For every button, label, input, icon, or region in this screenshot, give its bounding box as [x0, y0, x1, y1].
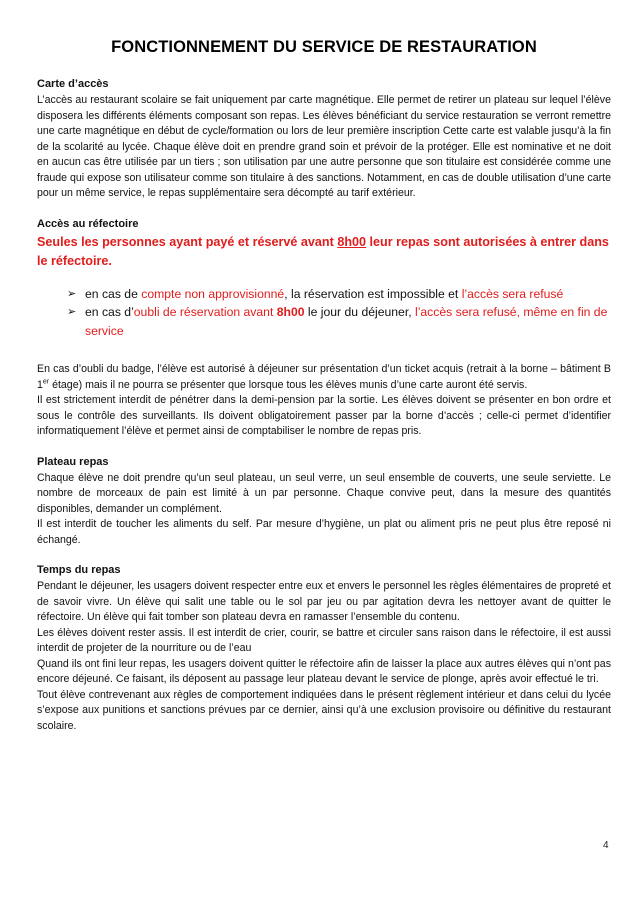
notice-text: Seules les personnes ayant payé et réservé avant	[37, 234, 338, 249]
bullet-text: , la réservation est impossible et	[284, 286, 462, 301]
arrow-bullet-icon: ➢	[67, 287, 77, 300]
section-plateau-repas	[37, 454, 611, 549]
paragraph-plateau-1: Chaque élève ne doit prendre qu’un seul plateau, un seul verre, un seul ensemble de couverts, une seule serviette. Le nombre de morceaux de pain est limité à un par personne. Chaque convive peut, dans la mesure des quantités disponibles, demander un complément.	[37, 471, 611, 515]
section-heading-temps: Temps du repas	[37, 564, 121, 576]
document-page	[37, 38, 611, 734]
bullet-highlight: l’accès sera refusé, même en fin de service	[85, 305, 608, 338]
paragraph-temps-2: Les élèves doivent rester assis. Il est interdit de crier, courir, se battre et circuler sans raison dans le réfectoire, il est aussi interdit de projeter de la nourriture ou de l’eau	[37, 626, 611, 654]
notice-time: 8h00	[337, 234, 367, 249]
bullet-highlight: l’accès sera refusé	[461, 286, 564, 301]
badge-sup: er	[42, 377, 50, 385]
badge-text: En cas d’oubli du badge, l’élève est autorisé à déjeuner sur présentation d’un ticket acquis (retrait à la borne – bâtiment B 1	[37, 363, 611, 391]
section-carte-acces	[37, 76, 611, 202]
bullet-text: en cas de	[85, 286, 142, 301]
section-heading-acces: Accès au réfectoire	[37, 217, 139, 230]
arrow-bullet-icon: ➢	[67, 306, 77, 318]
section-heading-carte: Carte d’accès	[37, 78, 109, 90]
bullet-highlight: compte non approvisionné	[141, 286, 285, 301]
bullet-text: en cas d’	[85, 305, 134, 319]
bullet-highlight: oubli de réservation avant	[133, 305, 277, 319]
paragraph-carte: L’accès au restaurant scolaire se fait uniquement par carte magnétique. Elle permet de retirer un plateau sur lequel l’élève disposera les différents éléments composant son repas. Les élèves bénéficiant du service restauration se verront remettre une carte magnétique en début de cycle/formation ou lors de leur première inscription Cette carte est valable jusqu’à la fin de la scolarité au lycée. Chaque élève doit en prendre grand soin et prévoir de la protéger. Elle est nominative et ne doit en aucun cas être utilisée par un tiers ; son utilisation par une autre personne que son titulaire est considérée comme une fraude qui expose son utilisateur comme son titulaire à des sanctions. Notamment, en cas de double utilisation d’une carte pour un même service, le repas supplémentaire sera décompté au tarif extérieur.	[37, 94, 611, 199]
paragraph-temps-3: Quand ils ont fini leur repas, les usagers doivent quitter le réfectoire afin de laisser la place aux autres élèves qui n’ont pas encore déjeuné. Ce faisant, ils déposent au passage leur plateau devant le service de plonge, après avoir effectué le tri.	[37, 657, 611, 685]
access-rules-list	[37, 285, 611, 341]
access-notice	[37, 233, 611, 271]
list-item	[67, 285, 611, 304]
page-number: 4	[603, 840, 609, 851]
notice-text-end: leur repas sont autorisées à entrer dans le réfectoire.	[37, 234, 609, 268]
paragraph-sortie: Il est strictement interdit de pénétrer dans la demi-pension par la sortie. Les élèves doivent se présenter en bon ordre et sous le contrôle des surveillants. Ils doivent obligatoirement passer par la borne d’accès ; celle-ci permet d’identifier informatiquement l’élève et permet ainsi de comptabiliser le nombre de repas pris.	[37, 394, 611, 437]
paragraph-temps-1: Pendant le déjeuner, les usagers doivent respecter entre eux et envers le personnel les règles élémentaires de propreté et de savoir vivre. Un élève qui salit une table ou le sol par jeu ou par agitation devra les nettoyer avant de quitter le réfectoire. Un élève qui fait tomber son plateau devra en ramasser l’ensemble du contenu.	[37, 580, 611, 623]
paragraph-temps-4: Tout élève contrevenant aux règles de comportement indiquées dans le présent règlement intérieur et dans celui du lycée s’expose aux punitions et sanctions prévues par ce dernier, ainsi qu’à une exclusion provisoire ou définitive du restaurant scolaire.	[37, 688, 611, 732]
badge-text-end: étage) mais il ne pourra se présenter que lorsque tous les élèves munis d’une carte auront été servis.	[49, 378, 528, 391]
section-acces-refectoire	[37, 216, 611, 440]
section-temps-repas	[37, 562, 611, 734]
section-heading-plateau: Plateau repas	[37, 455, 109, 468]
bullet-text: le jour du déjeuner,	[304, 305, 415, 319]
list-item	[67, 303, 611, 340]
bullet-time: 8h00	[276, 305, 305, 319]
paragraph-plateau-2: Il est interdit de toucher les aliments du self. Par mesure d’hygiène, un plat ou aliment pris ne peut plus être reposé ni échangé.	[37, 518, 611, 546]
paragraph-badge	[37, 362, 611, 393]
page-title: FONCTIONNEMENT DU SERVICE DE RESTAURATION	[111, 38, 537, 56]
